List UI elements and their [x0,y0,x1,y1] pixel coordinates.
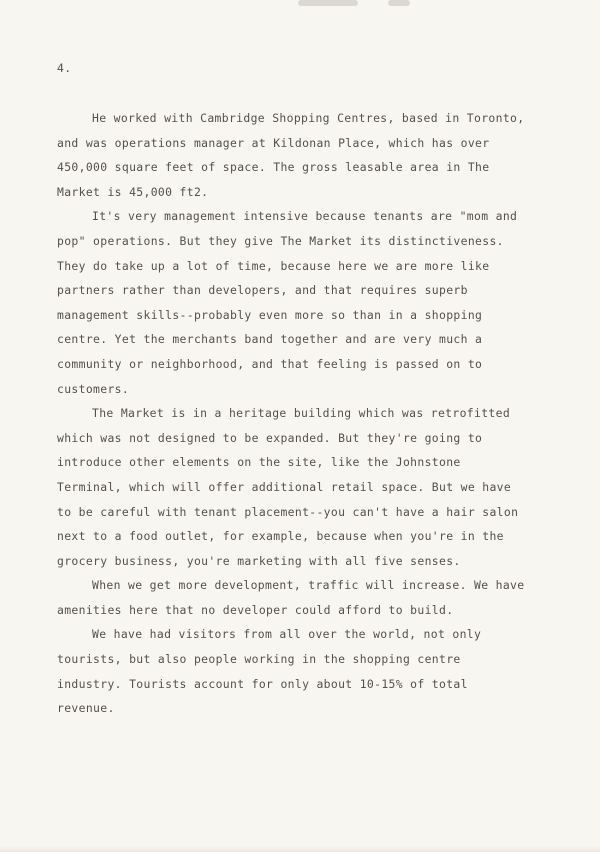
paragraph [57,573,577,622]
text-line: The Market is in a heritage building which was retrofitted [92,406,511,421]
text-line: industry. Tourists account for only about 10-15% of total [57,676,468,691]
page-number: 4. [57,61,72,75]
text-line: They do take up a lot of time, because here we are more like [57,258,490,273]
text-line: amenities here that no developer could afford to build. [57,602,454,617]
text-line: revenue. [57,701,115,716]
text-line: He worked with Cambridge Shopping Centres, based in Toronto, [92,111,525,125]
paragraph [57,106,577,204]
text-line: 450,000 square feet of space. The gross leasable area in The [57,160,490,175]
text-line: next to a food outlet, for example, because when you're in the [57,529,504,544]
paragraph [57,204,577,401]
text-line: tourists, but also people working in the shopping centre [57,652,461,667]
text-line: and was operations manager at Kildonan Place, which has over [57,135,490,150]
text-line: introduce other elements on the site, like the Johnstone [57,455,461,470]
text-line: management skills--probably even more so than in a shopping [57,307,483,322]
text-line: partners rather than developers, and that requires superb [57,283,468,298]
text-line: customers. [57,381,130,396]
text-line: to be careful with tenant placement--you can't have a hair salon [57,504,519,519]
text-line: which was not designed to be expanded. But they're going to [57,430,483,445]
text-line: centre. Yet the merchants band together and are very much a [57,332,483,347]
text-line: Terminal, which will offer additional retail space. But we have [57,479,512,494]
text-line: We have had visitors from all over the world, not only [92,627,482,642]
paragraph [57,401,577,573]
text-line: pop" operations. But they give The Market its distinctiveness. [57,233,504,248]
page-bottom-edge [0,846,600,852]
top-edge-smudge [298,0,358,6]
body-text [57,106,577,721]
text-line: community or neighborhood, and that feeling is passed on to [57,356,483,371]
text-line: Market is 45,000 ft2. [57,184,209,199]
top-edge-smudge [388,0,410,6]
text-line: When we get more development, traffic will increase. We have [92,578,525,593]
text-line: grocery business, you're marketing with all five senses. [57,553,461,568]
text-line: It's very management intensive because tenants are "mom and [92,209,518,224]
paragraph [57,622,577,720]
